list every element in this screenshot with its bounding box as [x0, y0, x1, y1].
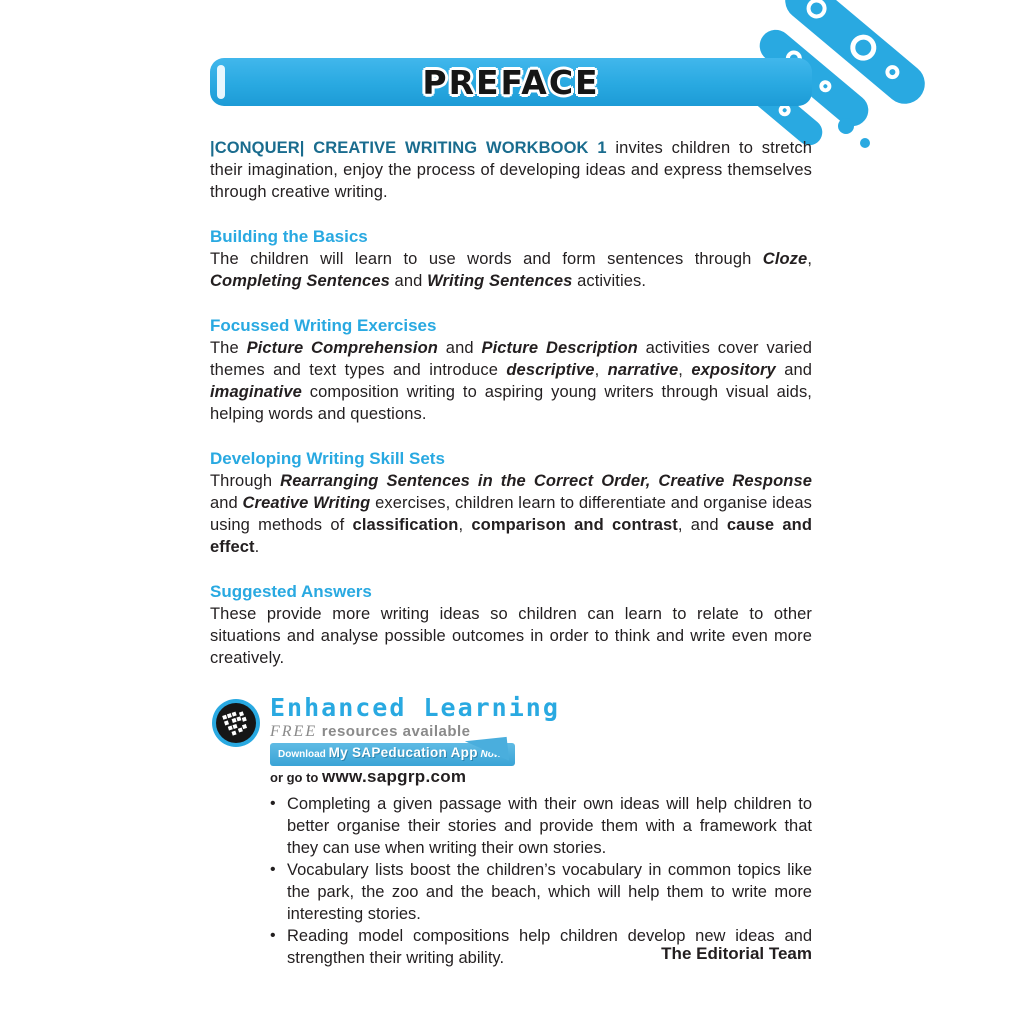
benefits-list	[270, 793, 812, 969]
text-segment: cause and effect	[210, 516, 812, 556]
editorial-team-signature: The Editorial Team	[661, 944, 812, 963]
text-segment: Creative Writing	[242, 494, 371, 512]
text-segment: activities cover varied themes and text types and introduce	[210, 339, 812, 379]
ribbon-prefix: Download	[278, 749, 329, 760]
swirl-icon	[817, 78, 834, 95]
app-name-label: My SAPeducation App	[328, 745, 478, 760]
text-segment: narrative	[607, 361, 679, 379]
enhanced-learning-block	[210, 695, 812, 787]
text-segment: ,	[807, 250, 812, 268]
text-segment: , and	[677, 516, 727, 534]
enhanced-learning-title: Enhanced Learning	[270, 693, 560, 722]
ribbon-tail-icon	[465, 737, 509, 765]
list-item-text: Completing a given passage with their own ideas will help children to better organise their stories and provide them with a framework that they can use when writing their own stories.	[287, 795, 812, 857]
dot-decoration	[860, 138, 870, 148]
text-segment: activities.	[572, 272, 647, 290]
free-resources-line	[270, 723, 560, 740]
bullet-icon: •	[270, 927, 276, 944]
enhanced-learning-text	[270, 695, 560, 787]
preface-banner	[210, 58, 812, 106]
text-segment: Through	[210, 472, 281, 490]
list-item	[270, 793, 812, 859]
section-heading-suggested-answers: Suggested Answers	[210, 582, 372, 601]
list-item-text: Vocabulary lists boost the children’s vocabulary in common topics like the park, the zoo and the beach, which will help them to write more interesting stories.	[287, 861, 812, 923]
section-paragraph	[210, 248, 812, 292]
section-paragraph	[210, 337, 812, 425]
text-segment: exercises, children learn to differentiate and organise ideas using methods of	[210, 494, 813, 534]
ribbon-suffix: Now!	[477, 749, 505, 760]
text-segment: expository	[691, 361, 776, 379]
text-segment: Picture Comprehension	[246, 339, 438, 357]
text-segment: and	[437, 339, 482, 357]
dot-decoration	[838, 118, 854, 134]
text-segment: composition writing to aspiring young writers through visual aids, helping words and questions.	[210, 383, 812, 423]
workbook-brand-text: |CONQUER| CREATIVE WRITING WORKBOOK 1	[210, 139, 607, 157]
text-segment: and	[775, 361, 813, 379]
text-segment: .	[254, 538, 260, 556]
text-segment: descriptive	[506, 361, 595, 379]
qr-badge-icon	[210, 697, 262, 749]
section-paragraph	[210, 470, 812, 558]
free-label: FREE	[270, 723, 318, 740]
bullet-icon: •	[270, 861, 276, 878]
content-column	[210, 58, 812, 969]
text-segment: ,	[458, 516, 472, 534]
section-heading-focussed-writing-exercises: Focussed Writing Exercises	[210, 316, 437, 335]
resources-available-label: resources available	[317, 723, 471, 740]
section-heading-developing-writing-skill-sets: Developing Writing Skill Sets	[210, 449, 445, 468]
website-url: www.sapgrp.com	[322, 767, 467, 786]
text-segment: imaginative	[210, 383, 302, 401]
text-segment: The children will learn to use words and form sentences through	[210, 250, 763, 268]
text-segment: and	[389, 272, 428, 290]
text-segment: Writing Sentences	[427, 272, 573, 290]
swirl-icon	[845, 29, 882, 66]
text-segment: and	[210, 494, 243, 512]
text-segment: ,	[678, 361, 692, 379]
text-segment: ,	[594, 361, 608, 379]
text-segment: Rearranging Sentences in the Correct Order, Creative Response	[280, 472, 813, 490]
list-item-text: Reading model compositions help children develop new ideas and strengthen their writing ability.	[287, 927, 812, 967]
website-line	[270, 767, 560, 787]
or-go-to-label: or go to	[270, 770, 322, 785]
intro-paragraph	[210, 137, 812, 203]
text-segment: invites children to stretch their imagination, enjoy the process of developing ideas and express themselves through creative writing.	[210, 139, 812, 201]
section-paragraph: These provide more writing ideas so children can learn to relate to other situations and analyse possible outcomes in order to think and write even more creatively.	[210, 605, 812, 667]
swirl-icon	[883, 62, 903, 82]
swirl-icon	[802, 0, 830, 23]
text-segment: Completing Sentences	[210, 272, 390, 290]
section-heading-building-the-basics: Building the Basics	[210, 227, 368, 246]
text-segment: The	[210, 339, 247, 357]
page-title: PREFACE	[422, 62, 600, 102]
bullet-icon: •	[270, 795, 276, 812]
text-segment: Cloze	[762, 250, 808, 268]
banner-gloss-highlight	[217, 65, 225, 99]
text-segment: Picture Description	[481, 339, 638, 357]
text-segment: classification	[352, 516, 459, 534]
text-segment: comparison and contrast	[471, 516, 678, 534]
list-item	[270, 859, 812, 925]
